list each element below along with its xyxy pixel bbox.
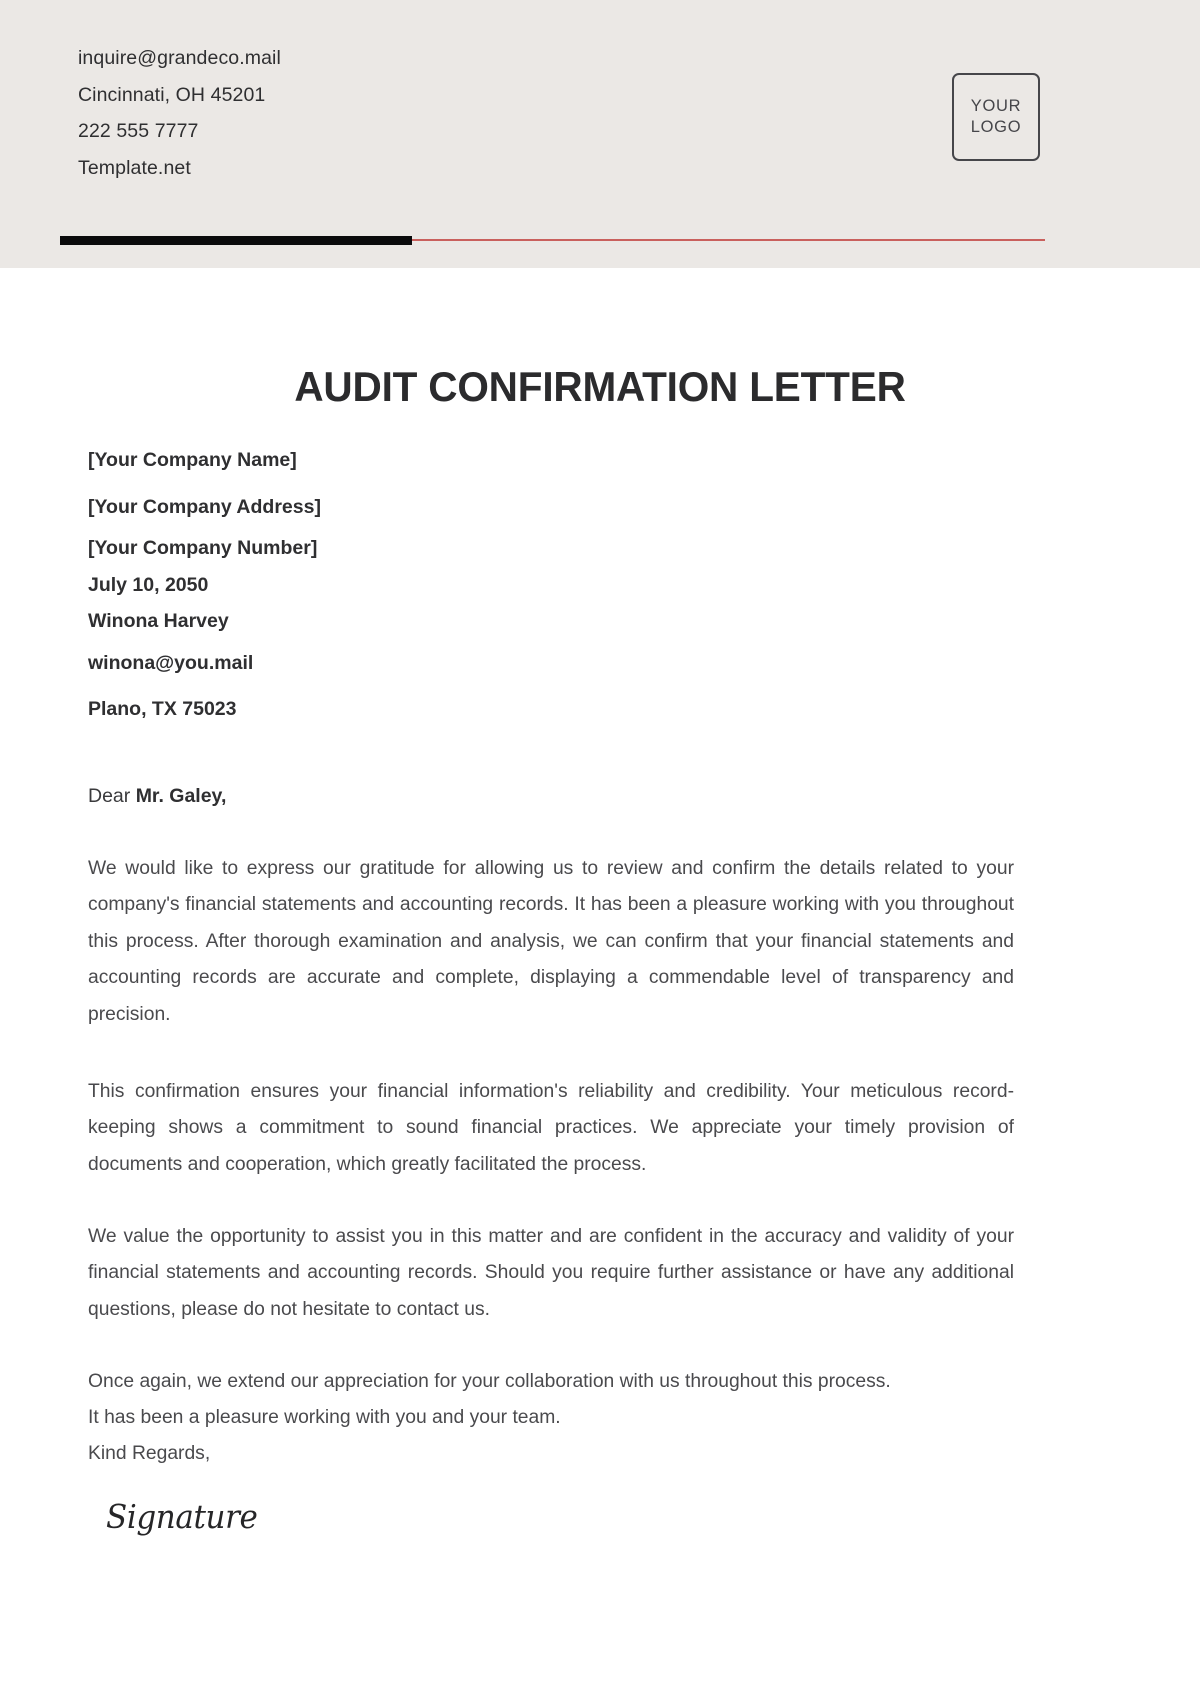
contact-phone: 222 555 7777 — [78, 120, 199, 142]
field-recipient-name: Winona Harvey — [88, 610, 229, 632]
divider-red-line — [412, 239, 1045, 241]
contact-address: Cincinnati, OH 45201 — [78, 83, 266, 106]
field-recipient-email: winona@you.mail — [88, 651, 254, 674]
sender-address-block — [88, 437, 788, 733]
salutation-recipient: Mr. Galey, — [135, 785, 227, 807]
page-title: AUDIT CONFIRMATION LETTER — [294, 363, 906, 410]
body-paragraph-1: We would like to express our gratitude for allowing us to review and confirm the details related to your company's financial statements and accounting records. It has been a pleasure working with you throughout this process. After thorough examination and analysis, we can confirm that your financial statements and accounting records are accurate and complete, displaying a commendable level of transparency and precision. — [88, 858, 1014, 1025]
signature-text: Signature — [106, 1499, 258, 1537]
contact-email: inquire@grandeco.mail — [78, 47, 281, 69]
field-company-address: [Your Company Address] — [88, 495, 321, 518]
logo-placeholder — [952, 73, 1040, 161]
field-company-name: [Your Company Name] — [88, 449, 297, 471]
logo-line-2: LOGO — [970, 118, 1022, 136]
sender-contact-block — [78, 40, 598, 186]
regards-line: Kind Regards, — [88, 1443, 211, 1464]
field-recipient-city: Plano, TX 75023 — [88, 698, 237, 720]
letterhead-header — [0, 0, 1200, 268]
body-paragraph-4: Once again, we extend our appreciation for your collaboration with us throughout this process. — [88, 1371, 891, 1392]
divider-black-bar — [60, 236, 412, 245]
salutation — [88, 781, 226, 811]
body-paragraph-2: This confirmation ensures your financial information's reliability and credibility. Your meticulous record-keeping shows a commitment to sound financial practices. We appreciate your timely provision of documents and cooperation, which greatly facilitated the process. — [88, 1081, 1014, 1175]
field-letter-date: July 10, 2050 — [88, 573, 209, 596]
field-company-number: [Your Company Number] — [88, 537, 318, 559]
salutation-prefix: Dear — [88, 785, 136, 807]
body-paragraph-3: We value the opportunity to assist you in this matter and are confident in the accuracy and validity of your financial statements and accounting records. Should you require further assistance or have any additional questions, please do not hesitate to contact us. — [88, 1226, 1014, 1320]
logo-line-1: YOUR — [970, 97, 1022, 115]
contact-website: Template.net — [78, 156, 191, 179]
closing-line: It has been a pleasure working with you and your team. — [88, 1407, 561, 1428]
